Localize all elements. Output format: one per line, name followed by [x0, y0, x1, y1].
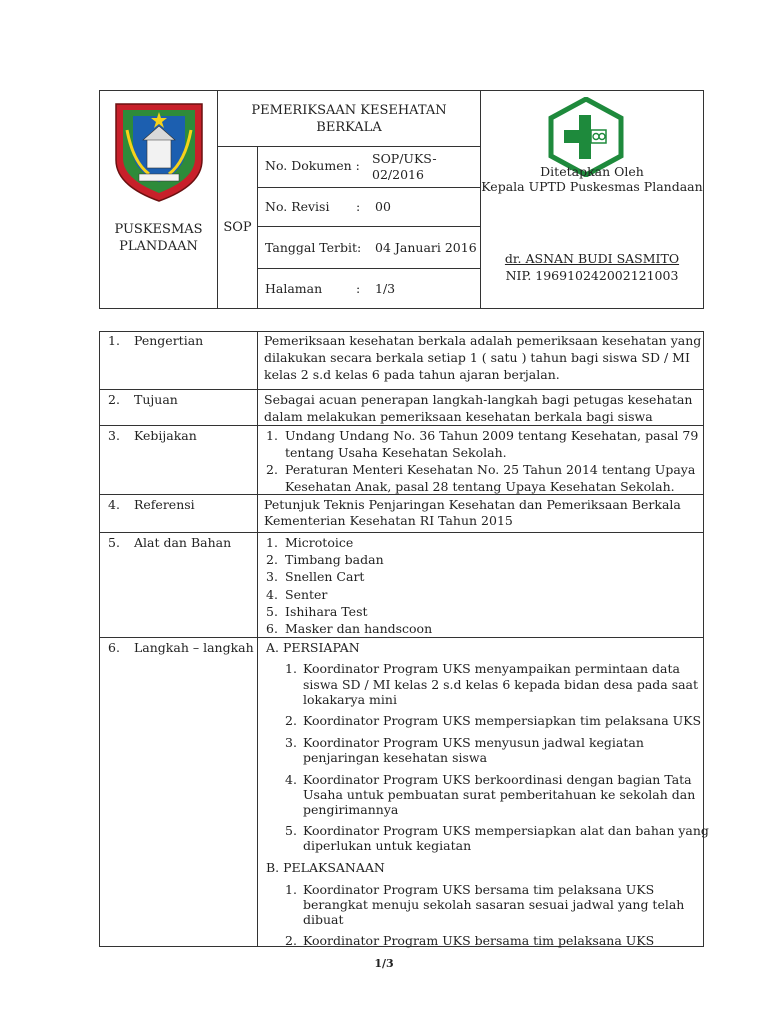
- persiapan-3-line-2: penjaringan kesehatan siswa: [303, 750, 488, 765]
- row-2-number: 2.: [108, 392, 120, 407]
- row-4-text-line-1: Petunjuk Teknis Penjaringan Kesehatan dan Pemeriksaan Berkala: [264, 497, 681, 512]
- persiapan-5-line-2: diperlukan untuk kegiatan: [303, 838, 472, 853]
- doc-title-line-2: BERKALA: [316, 120, 382, 135]
- persiapan-1-line-2: siswa SD / MI kelas 2 s.d kelas 6 kepada bidan desa pada saat: [303, 677, 699, 692]
- persiapan-1-number: 1.: [285, 661, 297, 676]
- header-row-line-1: [217, 146, 480, 147]
- persiapan-5-line-1: Koordinator Program UKS mempersiapkan alat dan bahan yang: [303, 823, 709, 838]
- row-1-label: Pengertian: [134, 333, 204, 348]
- no-dokumen-value-line-2: 02/2016: [372, 167, 424, 182]
- header-divider-2: [257, 146, 258, 309]
- row-3-number: 3.: [108, 428, 120, 443]
- alat-item-2-number: 2.: [266, 552, 278, 567]
- row-1-text-line-2: dilakukan secara berkala setiap 1 ( satu ) tahun bagi siswa SD / MI: [264, 350, 690, 365]
- row-4-number: 4.: [108, 497, 120, 512]
- org-name-line-2: PLANDAAN: [119, 239, 198, 254]
- body-row-line-5: [99, 637, 704, 638]
- alat-item-1: Microtoice: [285, 535, 354, 550]
- alat-item-5: Ishihara Test: [285, 604, 368, 619]
- persiapan-4-line-1: Koordinator Program UKS berkoordinasi dengan bagian Tata: [303, 772, 692, 787]
- header-row-line-4: [257, 268, 480, 269]
- alat-item-1-number: 1.: [266, 535, 278, 550]
- row-3-item-2-line-2: Kesehatan Anak, pasal 28 tentang Upaya Kesehatan Sekolah.: [285, 479, 675, 494]
- pelaksanaan-1-line-1: Koordinator Program UKS bersama tim pelaksana UKS: [303, 882, 655, 897]
- halaman-label: Halaman: [265, 281, 323, 296]
- row-3-item-2-number: 2.: [266, 462, 278, 477]
- header-row-line-3: [257, 226, 480, 227]
- row-6-label: Langkah – langkah: [134, 640, 254, 655]
- row-4-label: Referensi: [134, 497, 195, 512]
- pelaksanaan-2-number: 2.: [285, 933, 297, 948]
- body-row-line-1: [99, 389, 704, 390]
- row-6-number: 6.: [108, 640, 120, 655]
- row-3-item-1-line-2: tentang Usaha Kesehatan Sekolah.: [285, 445, 507, 460]
- row-3-label: Kebijakan: [134, 428, 197, 443]
- persiapan-4-number: 4.: [285, 772, 297, 787]
- persiapan-2-number: 2.: [285, 713, 297, 728]
- body-row-line-4: [99, 532, 704, 533]
- alat-item-3-number: 3.: [266, 569, 278, 584]
- alat-item-2: Timbang badan: [285, 552, 384, 567]
- alat-item-6-number: 6.: [266, 621, 278, 636]
- row-3-item-2-line-1: Peraturan Menteri Kesehatan No. 25 Tahun 2014 tentang Upaya: [285, 462, 696, 477]
- row-4-text-line-2: Kementerian Kesehatan RI Tahun 2015: [264, 513, 513, 528]
- persiapan-5-number: 5.: [285, 823, 297, 838]
- alat-item-6: Masker dan handscoon: [285, 621, 433, 636]
- row-1-number: 1.: [108, 333, 120, 348]
- persiapan-4-line-3: pengirimannya: [303, 802, 399, 817]
- persiapan-2-line-1: Koordinator Program UKS mempersiapkan tim pelaksana UKS: [303, 713, 702, 728]
- alat-item-4: Senter: [285, 587, 328, 602]
- persiapan-3-number: 3.: [285, 735, 297, 750]
- persiapan-1-line-1: Koordinator Program UKS menyampaikan permintaan data: [303, 661, 680, 676]
- persiapan-4-line-2: Usaha untuk pembuatan surat pemberitahuan ke sekolah dan: [303, 787, 696, 802]
- row-5-label: Alat dan Bahan: [134, 535, 232, 550]
- ditetapkan-oleh: Ditetapkan Oleh: [540, 164, 644, 179]
- pelaksanaan-1-line-2: berangkat menuju sekolah sasaran sesuai jadwal yang telah: [303, 897, 685, 912]
- no-revisi-label: No. Revisi: [265, 199, 330, 214]
- no-revisi-value: 00: [375, 199, 391, 214]
- row-5-number: 5.: [108, 535, 120, 550]
- persiapan-3-line-1: Koordinator Program UKS menyusun jadwal kegiatan: [303, 735, 644, 750]
- kepala-uptd: Kepala UPTD Puskesmas Plandaan: [481, 179, 703, 194]
- alat-item-3: Snellen Cart: [285, 569, 365, 584]
- page-number: 1/3: [374, 957, 394, 970]
- tanggal-terbit-label: Tanggal Terbit:: [265, 240, 362, 255]
- row-3-item-1-line-1: Undang Undang No. 36 Tahun 2009 tentang Kesehatan, pasal 79: [285, 428, 699, 443]
- pelaksanaan-1-number: 1.: [285, 882, 297, 897]
- regency-emblem-icon: [113, 102, 205, 202]
- sop-label: SOP: [223, 220, 252, 235]
- org-name-line-1: PUSKESMAS: [114, 222, 203, 237]
- section-a-heading: A. PERSIAPAN: [266, 640, 360, 655]
- no-dokumen-value-line-1: SOP/UKS-: [372, 151, 437, 166]
- signer-nip: NIP. 196910242002121003: [505, 268, 679, 283]
- halaman-value: 1/3: [375, 281, 396, 296]
- signer-name: dr. ASNAN BUDI SASMITO: [504, 251, 680, 266]
- row-1-text-line-1: Pemeriksaan kesehatan berkala adalah pemeriksaan kesehatan yang: [264, 333, 702, 348]
- header-row-line-2: [257, 187, 480, 188]
- row-3-item-1-number: 1.: [266, 428, 278, 443]
- pelaksanaan-1-line-3: dibuat: [303, 912, 344, 927]
- pelaksanaan-2-line-1: Koordinator Program UKS bersama tim pelaksana UKS: [303, 933, 655, 948]
- alat-item-4-number: 4.: [266, 587, 278, 602]
- row-2-label: Tujuan: [134, 392, 178, 407]
- section-b-heading: B. PELAKSANAAN: [266, 860, 385, 875]
- tanggal-terbit-value: 04 Januari 2016: [375, 240, 477, 255]
- doc-title-line-1: PEMERIKSAAN KESEHATAN: [251, 103, 447, 118]
- persiapan-1-line-3: lokakarya mini: [303, 692, 397, 707]
- row-1-text-line-3: kelas 2 s.d kelas 6 pada tahun ajaran berjalan.: [264, 367, 560, 382]
- alat-item-5-number: 5.: [266, 604, 278, 619]
- no-dokumen-label: No. Dokumen :: [265, 158, 360, 173]
- body-row-line-2: [99, 425, 704, 426]
- row-2-text-line-1: Sebagai acuan penerapan langkah-langkah bagi petugas kesehatan: [264, 392, 693, 407]
- body-row-line-3: [99, 494, 704, 495]
- body-column-divider: [257, 331, 258, 947]
- halaman-colon: :: [356, 281, 361, 296]
- row-2-text-line-2: dalam melakukan pemeriksaan kesehatan berkala bagi siswa: [264, 409, 653, 424]
- no-revisi-colon: :: [356, 199, 361, 214]
